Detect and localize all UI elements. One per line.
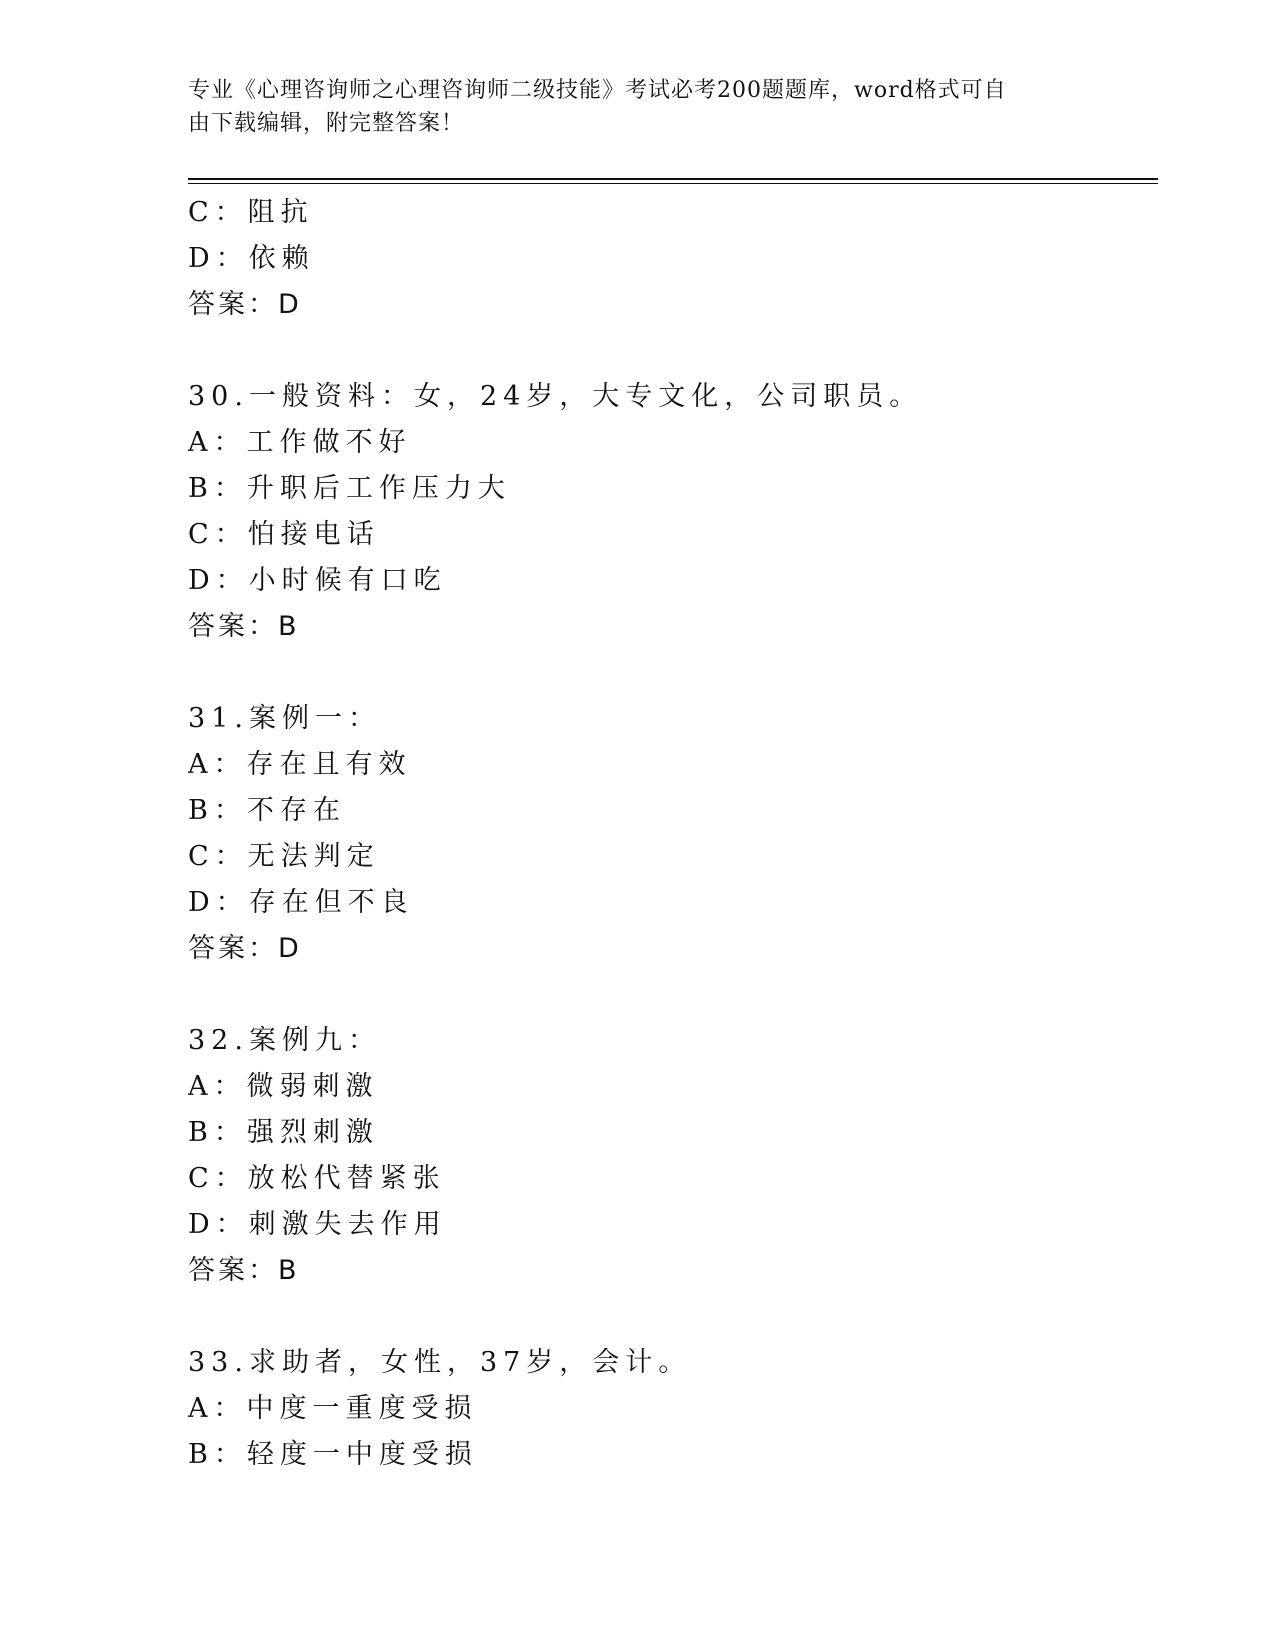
question-stem: 31.案例一： xyxy=(188,703,381,734)
option-d: D：存在但不良 xyxy=(188,887,414,918)
option-c: C：无法判定 xyxy=(188,841,380,872)
option-a: A：工作做不好 xyxy=(188,427,412,458)
option-a: A：微弱刺激 xyxy=(188,1071,379,1102)
option-a: A：存在且有效 xyxy=(188,749,412,780)
answer-line: 答案：D xyxy=(188,933,302,964)
question-31 xyxy=(188,696,1148,972)
question-33 xyxy=(188,1340,1148,1478)
option-d: D：依赖 xyxy=(188,243,315,274)
header-divider xyxy=(188,178,1158,180)
option-d: D：小时候有口吃 xyxy=(188,565,447,596)
option-a: A：中度一重度受损 xyxy=(188,1393,478,1424)
header-divider-thin xyxy=(188,183,1158,184)
option-b: B：升职后工作压力大 xyxy=(188,473,511,504)
question-stem: 30.一般资料：女，24岁，大专文化，公司职员。 xyxy=(188,381,923,412)
option-d: D：刺激失去作用 xyxy=(188,1209,447,1240)
option-b: B：不存在 xyxy=(188,795,346,826)
question-32 xyxy=(188,1018,1148,1294)
answer-line: 答案：B xyxy=(188,611,300,642)
option-c: C：阻抗 xyxy=(188,197,314,228)
option-b: B：轻度一中度受损 xyxy=(188,1439,478,1470)
document-header xyxy=(188,74,1068,140)
question-stem: 33.求助者，女性，37岁，会计。 xyxy=(188,1347,692,1378)
answer-line: 答案：B xyxy=(188,1255,300,1286)
header-line-2: 由下载编辑，附完整答案！ xyxy=(188,111,465,136)
option-c: C：怕接电话 xyxy=(188,519,380,550)
answer-line: 答案：D xyxy=(188,289,302,320)
option-b: B：强烈刺激 xyxy=(188,1117,379,1148)
question-list xyxy=(188,190,1148,1478)
question-stem: 32.案例九： xyxy=(188,1025,381,1056)
question-30 xyxy=(188,374,1148,650)
option-c: C：放松代替紧张 xyxy=(188,1163,446,1194)
header-line-1: 专业《心理咨询师之心理咨询师二级技能》考试必考200题题库，word格式可自 xyxy=(188,78,1007,103)
